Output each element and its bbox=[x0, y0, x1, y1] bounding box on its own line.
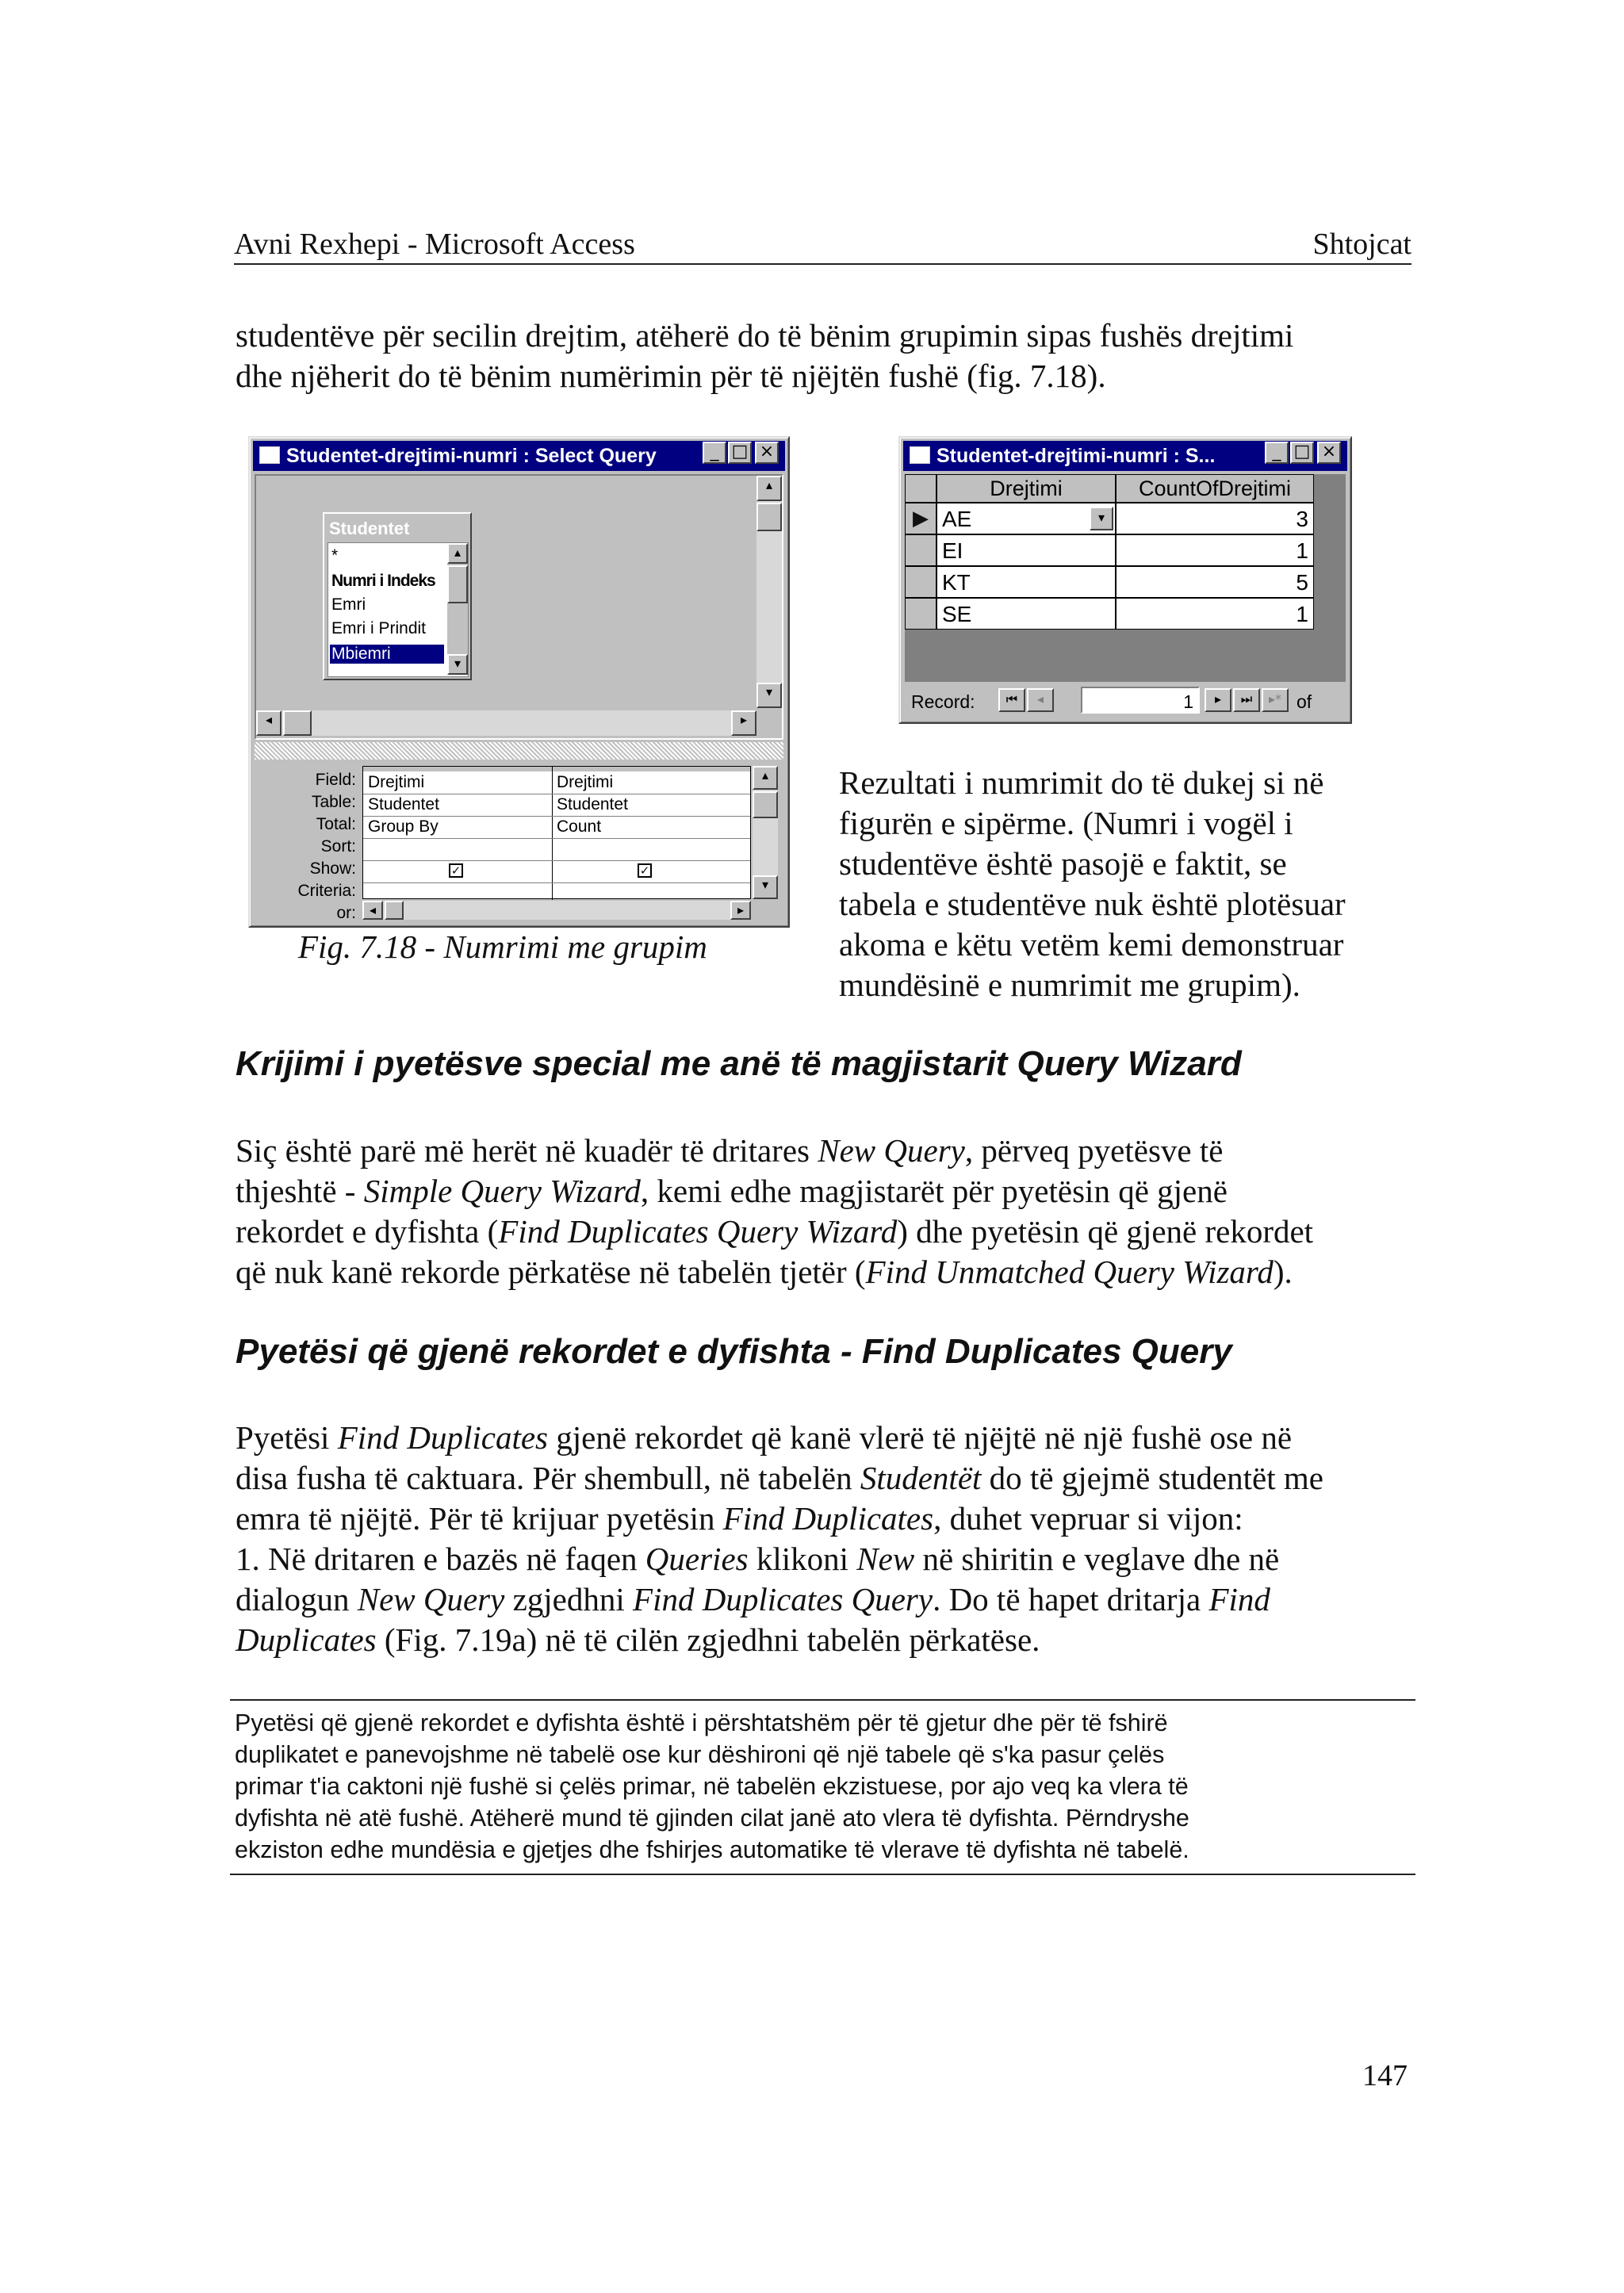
result-line: studentëve është pasojë e faktit, se bbox=[839, 845, 1287, 882]
first-record-icon[interactable]: ⏮ bbox=[998, 688, 1025, 712]
paragraph-line: disa fusha të caktuara. Për shembull, në tabelën Studentët do të gjejmë studentët me bbox=[236, 1460, 1323, 1496]
minimize-button[interactable]: _ bbox=[703, 442, 726, 464]
last-record-icon[interactable]: ⏭ bbox=[1233, 688, 1260, 712]
note-line: ekziston edhe mundësia e gjetjes dhe fshirjes automatike të vlerave të dyfishta në tabelë. bbox=[235, 1836, 1189, 1863]
datasheet-window-icon bbox=[910, 446, 930, 464]
grid-hscroll[interactable] bbox=[362, 901, 751, 920]
find-duplicates-paragraph bbox=[236, 1418, 1425, 1660]
combo-dropdown-arrow-icon[interactable]: ▾ bbox=[1090, 507, 1113, 530]
running-header bbox=[234, 224, 1411, 265]
header-author-title: Avni Rexhepi - Microsoft Access bbox=[234, 228, 635, 261]
result-datasheet-window bbox=[898, 436, 1352, 724]
result-line: tabela e studentëve nuk është plotësuar bbox=[839, 886, 1346, 922]
result-line: akoma e këtu vetëm kemi demonstruar bbox=[839, 926, 1344, 963]
table-row[interactable] bbox=[1116, 598, 1314, 630]
column-header-countofdrejtimi[interactable]: CountOfDrejtimi bbox=[1116, 474, 1314, 503]
show-checkbox-checked-icon[interactable]: ✓ bbox=[638, 863, 652, 878]
paragraph-line: Duplicates (Fig. 7.19a) në të cilën zgjedhni tabelën përkatëse. bbox=[236, 1621, 1040, 1658]
paragraph-line: që nuk kanë rekorde përkatëse në tabelën tjetër (Find Unmatched Query Wizard). bbox=[236, 1254, 1293, 1290]
scroll-left-arrow-icon[interactable]: ◂ bbox=[362, 901, 383, 920]
scroll-down-arrow-icon[interactable]: ▾ bbox=[753, 875, 778, 899]
query-window-icon bbox=[259, 446, 280, 464]
field-item[interactable]: Emri bbox=[331, 595, 366, 614]
paragraph-line: emra të njëjtë. Për të krijuar pyetësin Find Duplicates, duhet vepruar si vijon: bbox=[236, 1500, 1243, 1537]
row-label-show: Show: bbox=[309, 859, 356, 878]
field-item-selected[interactable]: Mbiemri bbox=[330, 645, 444, 664]
table-field-list[interactable] bbox=[323, 512, 472, 680]
table-row[interactable] bbox=[936, 598, 1116, 630]
row-label-field: Field: bbox=[315, 771, 356, 789]
field-item[interactable]: Emri i Prindit bbox=[331, 619, 427, 637]
select-all-corner[interactable] bbox=[905, 474, 936, 503]
note-box bbox=[230, 1699, 1415, 1875]
cell-drejtimi[interactable]: KT bbox=[942, 570, 971, 595]
row-label-total: Total: bbox=[316, 815, 356, 833]
note-line: dyfishta në atë fushë. Atëherë mund të gjinden cilat janë ato vlera të dyfishta. Përndryshe bbox=[235, 1805, 1189, 1832]
header-section: Shtojcat bbox=[1312, 228, 1411, 261]
grid-cell-total[interactable]: Count bbox=[557, 817, 602, 836]
row-label-or: or: bbox=[336, 904, 356, 922]
close-button[interactable]: × bbox=[1317, 442, 1341, 464]
section-heading: Krijimi i pyetësve special me anë të magjistarit Query Wizard bbox=[236, 1044, 1242, 1083]
table-row[interactable] bbox=[1116, 566, 1314, 598]
record-number-input[interactable] bbox=[1081, 687, 1200, 714]
next-record-icon[interactable]: ▸ bbox=[1205, 688, 1231, 712]
table-row[interactable] bbox=[936, 503, 1116, 534]
result-line: mundësinë e numrimit me grupim). bbox=[839, 967, 1300, 1003]
scroll-thumb[interactable] bbox=[385, 901, 404, 920]
record-of-label: of bbox=[1297, 691, 1312, 712]
table-row[interactable] bbox=[936, 566, 1116, 598]
grid-vscroll[interactable] bbox=[753, 766, 778, 899]
scroll-down-arrow-icon[interactable]: ▾ bbox=[447, 654, 468, 675]
row-label-table: Table: bbox=[311, 793, 356, 811]
field-list bbox=[327, 542, 469, 677]
note-line: primar t'ia caktoni një fushë si çelës primar, në tabelën ekzistuese, por ajo veq ka vlera të bbox=[235, 1773, 1189, 1800]
paragraph-line: thjeshtë - Simple Query Wizard, kemi edhe magjistarët për pyetësin që gjenë bbox=[236, 1173, 1228, 1209]
intro-line: studentëve për secilin drejtim, atëherë do të bënim grupimin sipas fushës drejtimi bbox=[236, 317, 1294, 354]
record-number-value[interactable]: 1 bbox=[1183, 691, 1193, 712]
cell-count[interactable]: 3 bbox=[1296, 507, 1308, 531]
table-pane-vscroll[interactable] bbox=[756, 476, 782, 708]
page-number: 147 bbox=[1362, 2059, 1408, 2092]
table-name: Studentet bbox=[329, 519, 410, 538]
note-line: duplikatet e panevojshme në tabelë ose kur dëshironi që një tabele që s'ka pasur çelës bbox=[235, 1741, 1165, 1768]
table-row[interactable] bbox=[1116, 503, 1314, 534]
intro-line: dhe njëherit do të bënim numërimin për të njëjtën fushë (fig. 7.18). bbox=[236, 358, 1106, 394]
section-heading: Pyetësi që gjenë rekordet e dyfishta - Find Duplicates Query bbox=[236, 1332, 1232, 1371]
scroll-up-arrow-icon[interactable]: ▴ bbox=[447, 543, 468, 564]
scroll-up-arrow-icon[interactable]: ▴ bbox=[753, 766, 778, 790]
record-selector[interactable] bbox=[905, 598, 936, 630]
minimize-button[interactable]: _ bbox=[1265, 442, 1289, 464]
grid-cell-table[interactable]: Studentet bbox=[557, 795, 628, 813]
result-description bbox=[839, 763, 1426, 1005]
intro-paragraph bbox=[236, 316, 1425, 396]
field-item-primary-key[interactable]: Numri i Indeks bbox=[331, 572, 435, 590]
scroll-thumb[interactable] bbox=[283, 710, 312, 736]
note-text bbox=[235, 1707, 1400, 1866]
row-label-criteria: Criteria: bbox=[297, 882, 356, 900]
table-pane bbox=[255, 474, 783, 740]
scroll-thumb[interactable] bbox=[756, 503, 782, 531]
cell-drejtimi[interactable]: AE bbox=[942, 507, 972, 531]
datasheet-area bbox=[905, 474, 1346, 682]
table-row[interactable] bbox=[936, 534, 1116, 566]
scroll-thumb[interactable] bbox=[447, 565, 468, 603]
scroll-right-arrow-icon[interactable]: ▸ bbox=[730, 901, 751, 920]
scroll-right-arrow-icon[interactable]: ▸ bbox=[731, 710, 756, 736]
table-pane-hscroll[interactable] bbox=[256, 710, 756, 736]
new-record-icon[interactable]: ▸* bbox=[1262, 688, 1289, 712]
cell-count[interactable]: 1 bbox=[1296, 602, 1308, 626]
current-record-pointer-icon[interactable]: ▶ bbox=[905, 503, 936, 534]
row-label-sort: Sort: bbox=[320, 837, 356, 856]
record-label: Record: bbox=[911, 691, 975, 712]
grid-cell-field[interactable]: Drejtimi bbox=[557, 773, 614, 791]
grid-cell-total[interactable]: Group By bbox=[368, 817, 439, 836]
query-design-window bbox=[248, 436, 790, 928]
show-checkbox-checked-icon[interactable]: ✓ bbox=[449, 863, 463, 878]
column-header-drejtimi[interactable]: Drejtimi bbox=[936, 474, 1116, 503]
table-row[interactable] bbox=[1116, 534, 1314, 566]
close-button[interactable]: × bbox=[755, 442, 779, 464]
maximize-button[interactable]: □ bbox=[728, 442, 752, 464]
figure-caption: Fig. 7.18 - Numrimi me grupim bbox=[298, 928, 707, 965]
scroll-thumb[interactable] bbox=[753, 791, 778, 818]
design-grid bbox=[362, 766, 751, 899]
note-line: Pyetësi që gjenë rekordet e dyfishta është i përshtatshëm për të gjetur dhe për të fshirë bbox=[235, 1709, 1168, 1736]
previous-record-icon[interactable]: ◂ bbox=[1027, 688, 1054, 712]
result-window-title: Studentet-drejtimi-numri : S... bbox=[936, 445, 1216, 467]
scroll-left-arrow-icon[interactable]: ◂ bbox=[256, 710, 282, 736]
grid-cell-field[interactable]: Drejtimi bbox=[368, 773, 425, 791]
pane-splitter[interactable] bbox=[255, 742, 783, 760]
result-line: Rezultati i numrimit do të dukej si në bbox=[839, 764, 1324, 801]
design-grid-pane bbox=[255, 763, 783, 921]
paragraph-line: Pyetësi Find Duplicates gjenë rekordet që kanë vlerë të njëjtë në një fushë ose në bbox=[236, 1419, 1293, 1456]
cell-drejtimi[interactable]: SE bbox=[942, 602, 972, 626]
query-window-title: Studentet-drejtimi-numri : Select Query bbox=[286, 445, 657, 467]
maximize-button[interactable]: □ bbox=[1290, 442, 1314, 464]
scroll-up-arrow-icon[interactable]: ▴ bbox=[756, 476, 782, 501]
cell-count[interactable]: 1 bbox=[1296, 538, 1308, 563]
field-list-scrollbar[interactable] bbox=[447, 543, 468, 675]
grid-row-labels bbox=[255, 763, 362, 921]
paragraph-line: rekordet e dyfishta (Find Duplicates Query Wizard) dhe pyetësin që gjenë rekordet bbox=[236, 1213, 1314, 1250]
paragraph-line: Siç është parë më herët në kuadër të dritares New Query, përveq pyetësve të bbox=[236, 1132, 1224, 1169]
paragraph-line: dialogun New Query zgjedhni Find Duplicates Query. Do të hapet dritarja Find bbox=[236, 1581, 1270, 1617]
cell-count[interactable]: 5 bbox=[1296, 570, 1308, 595]
record-selector[interactable] bbox=[905, 534, 936, 566]
scroll-down-arrow-icon[interactable]: ▾ bbox=[756, 683, 782, 708]
field-item[interactable]: * bbox=[331, 546, 339, 565]
result-line: figurën e sipërme. (Numri i vogël i bbox=[839, 805, 1293, 841]
wizard-paragraph bbox=[236, 1131, 1425, 1292]
cell-drejtimi[interactable]: EI bbox=[942, 538, 963, 563]
record-navigation-bar bbox=[905, 683, 1346, 717]
grid-cell-table[interactable]: Studentet bbox=[368, 795, 439, 813]
record-selector[interactable] bbox=[905, 566, 936, 598]
paragraph-line: 1. Në dritaren e bazës në faqen Queries klikoni New në shiritin e veglave dhe në bbox=[236, 1541, 1280, 1577]
